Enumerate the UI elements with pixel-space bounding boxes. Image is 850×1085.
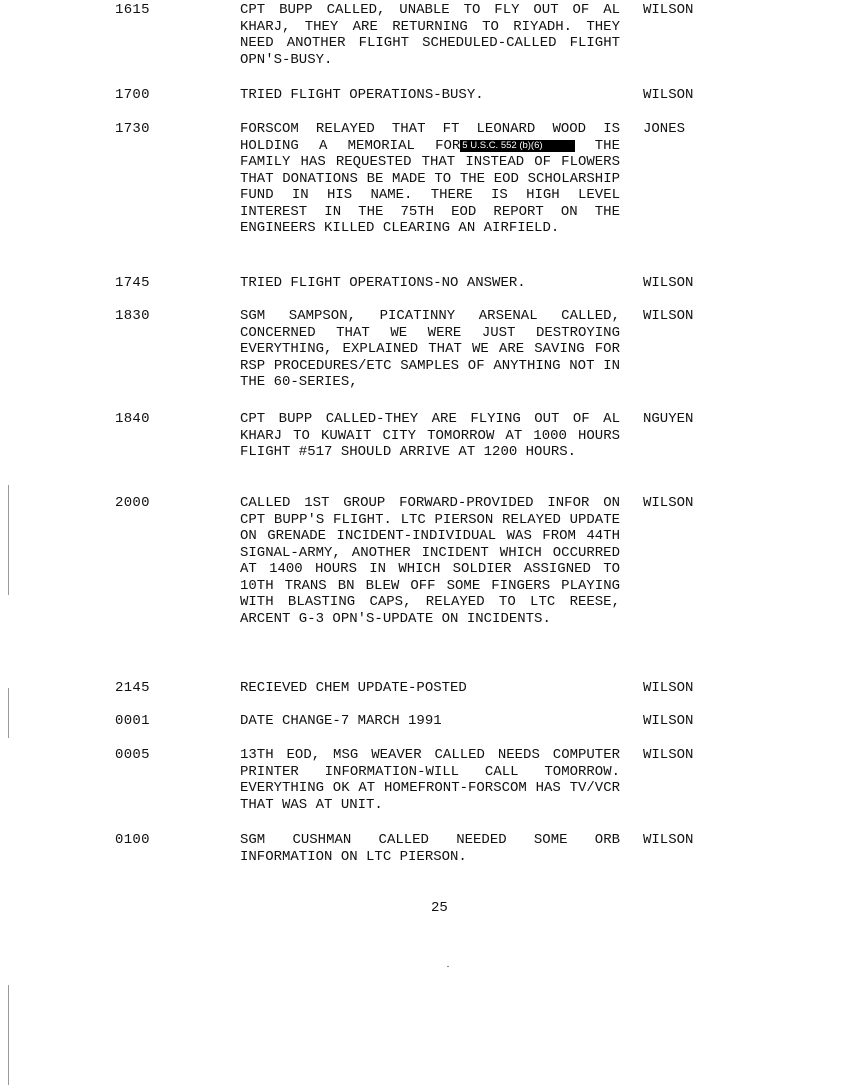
entry-time: 1730 [115, 121, 150, 137]
entry-text: RECIEVED CHEM UPDATE-POSTED [240, 680, 467, 696]
entry-time: 1745 [115, 275, 150, 291]
entry-text: SGM CUSHMAN CALLED NEEDED SOME ORB INFORMATION ON LTC PIERSON. [240, 832, 620, 865]
entry-time: 0001 [115, 713, 150, 729]
entry-name: WILSON [643, 275, 694, 291]
entry-name: WILSON [643, 2, 694, 18]
entry-text: CPT BUPP CALLED-THEY ARE FLYING OUT OF AL KHARJ TO KUWAIT CITY TOMORROW AT 1000 HOURS FLIGHT #517 SHOULD ARRIVE AT 1200 HOURS. [240, 411, 620, 460]
page-number: 25 [431, 900, 448, 916]
entry-text [240, 121, 620, 237]
entry-time: 1830 [115, 308, 150, 324]
redaction-box: 5 U.S.C. 552 (b)(6) [460, 140, 574, 152]
entry-name: WILSON [643, 713, 694, 729]
entry-text-before: FORSCOM RELAYED THAT FT LEONARD WOOD IS HOLDING A MEMORIAL FOR [240, 121, 620, 154]
entry-name: WILSON [643, 680, 694, 696]
entry-name: NGUYEN [643, 411, 694, 427]
scan-speck [447, 966, 449, 967]
entry-text: SGM SAMPSON, PICATINNY ARSENAL CALLED, CONCERNED THAT WE WERE JUST DESTROYING EVERYTHING, EXPLAINED THAT WE ARE SAVING FOR RSP PROCEDURES/ETC SAMPLES OF ANYTHING NOT IN THE 60-SERIES, [240, 308, 620, 390]
entry-name: JONES [643, 121, 686, 137]
entry-text: TRIED FLIGHT OPERATIONS-BUSY. [240, 87, 484, 103]
entry-text-after: THE FAMILY HAS REQUESTED THAT INSTEAD OF FLOWERS THAT DONATIONS BE MADE TO THE EOD SCHOLARSHIP FUND IN HIS NAME. THERE IS HIGH LEVEL INTEREST IN THE 75TH EOD REPORT ON THE ENGINEERS KILLED CLEARING AN AIRFIELD. [240, 137, 620, 236]
entry-time: 2000 [115, 495, 150, 511]
entry-text: TRIED FLIGHT OPERATIONS-NO ANSWER. [240, 275, 526, 291]
entry-name: WILSON [643, 747, 694, 763]
entry-time: 1840 [115, 411, 150, 427]
entry-name: WILSON [643, 87, 694, 103]
entry-time: 1700 [115, 87, 150, 103]
entry-name: WILSON [643, 832, 694, 848]
entry-text: 13TH EOD, MSG WEAVER CALLED NEEDS COMPUTER PRINTER INFORMATION-WILL CALL TOMORROW. EVERYTHING OK AT HOMEFRONT-FORSCOM HAS TV/VCR THAT WAS AT UNIT. [240, 747, 620, 813]
entry-text: DATE CHANGE-7 MARCH 1991 [240, 713, 442, 729]
scan-margin-mark [8, 985, 9, 1085]
scan-margin-mark [8, 688, 9, 738]
entry-name: WILSON [643, 308, 694, 324]
entry-time: 0100 [115, 832, 150, 848]
entry-text: CPT BUPP CALLED, UNABLE TO FLY OUT OF AL KHARJ, THEY ARE RETURNING TO RIYADH. THEY NEED ANOTHER FLIGHT SCHEDULED-CALLED FLIGHT OPN'S-BUSY. [240, 2, 620, 68]
scan-margin-mark [8, 485, 9, 595]
entry-time: 2145 [115, 680, 150, 696]
entry-time: 1615 [115, 2, 150, 18]
entry-text: CALLED 1ST GROUP FORWARD-PROVIDED INFOR ON CPT BUPP'S FLIGHT. LTC PIERSON RELAYED UPDATE ON GRENADE INCIDENT-INDIVIDUAL WAS FROM 44TH SIGNAL-ARMY, ANOTHER INCIDENT WHICH OCCURRED AT 1400 HOURS IN WHICH SOLDIER ASSIGNED TO 10TH TRANS BN BLEW OFF SOME FINGERS PLAYING WITH BLASTING CAPS, RELAYED TO LTC REESE, ARCENT G-3 OPN'S-UPDATE ON INCIDENTS. [240, 495, 620, 627]
entry-time: 0005 [115, 747, 150, 763]
entry-name: WILSON [643, 495, 694, 511]
